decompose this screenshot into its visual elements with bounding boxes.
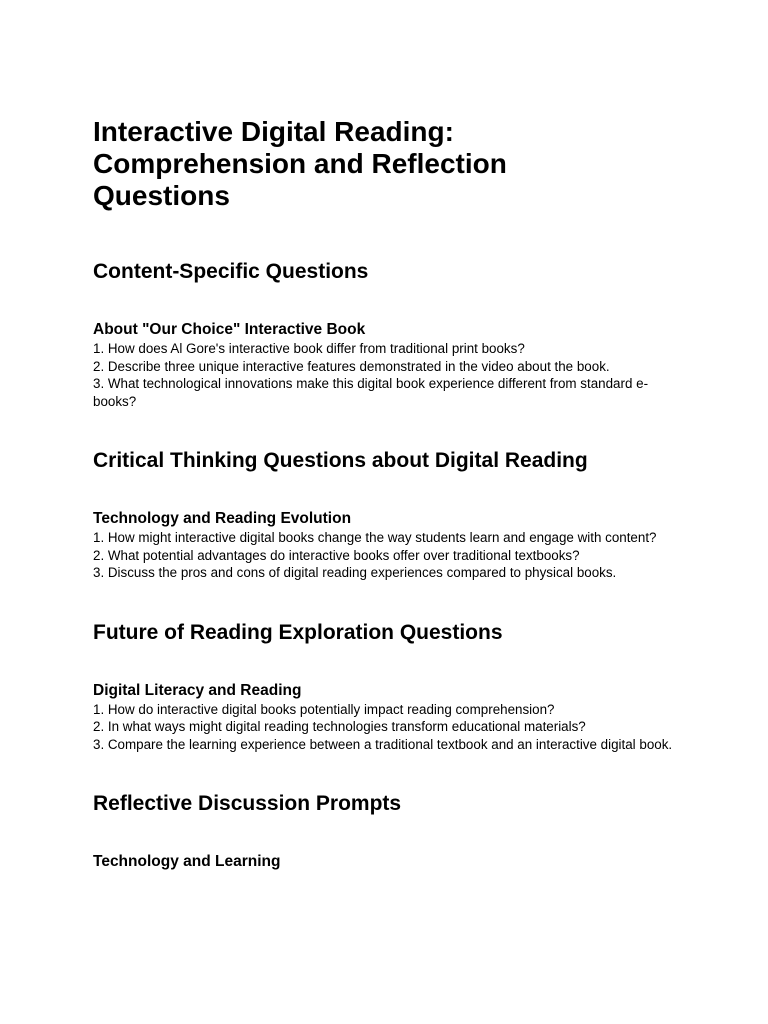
question-item: 2. What potential advantages do interactive books offer over traditional textbooks?: [93, 547, 580, 563]
question-item: 1. How might interactive digital books change the way students learn and engage with content?: [93, 530, 657, 545]
section-subheading: Technology and Learning: [93, 853, 281, 870]
section-heading: Reflective Discussion Prompts: [93, 792, 402, 815]
question-item: 3. What technological innovations make this digital book experience different from standard e-books?: [93, 376, 649, 409]
title-line: Questions: [93, 180, 230, 211]
question-list: [93, 529, 683, 582]
section-heading: Content-Specific Questions: [93, 260, 369, 283]
question-item: 3. Compare the learning experience between a traditional textbook and an interactive digital book.: [93, 736, 673, 752]
question-item: 2. Describe three unique interactive features demonstrated in the video about the book.: [93, 358, 610, 374]
title-line: Interactive Digital Reading:: [93, 116, 454, 147]
question-item: 1. How do interactive digital books potentially impact reading comprehension?: [93, 701, 555, 717]
section-heading: Critical Thinking Questions about Digital Reading: [93, 449, 588, 472]
question-list: [93, 701, 683, 754]
section-reflective-discussion: [93, 791, 683, 872]
question-item: 2. In what ways might digital reading technologies transform educational materials?: [93, 719, 586, 734]
section-heading: Future of Reading Exploration Questions: [93, 620, 503, 644]
section-future-of-reading: [93, 620, 683, 754]
document-page: [93, 116, 683, 872]
title-line: Comprehension and Reflection: [93, 148, 507, 179]
section-critical-thinking: [93, 448, 683, 582]
section-subheading: Technology and Reading Evolution: [93, 510, 352, 527]
section-content-specific: [93, 259, 683, 410]
question-item: 3. Discuss the pros and cons of digital reading experiences compared to physical books.: [93, 565, 617, 580]
document-title: [93, 116, 683, 212]
question-list: [93, 340, 683, 410]
section-subheading: Digital Literacy and Reading: [93, 681, 302, 699]
section-subheading: About "Our Choice" Interactive Book: [93, 321, 366, 338]
question-item: 1. How does Al Gore's interactive book differ from traditional print books?: [93, 341, 525, 356]
